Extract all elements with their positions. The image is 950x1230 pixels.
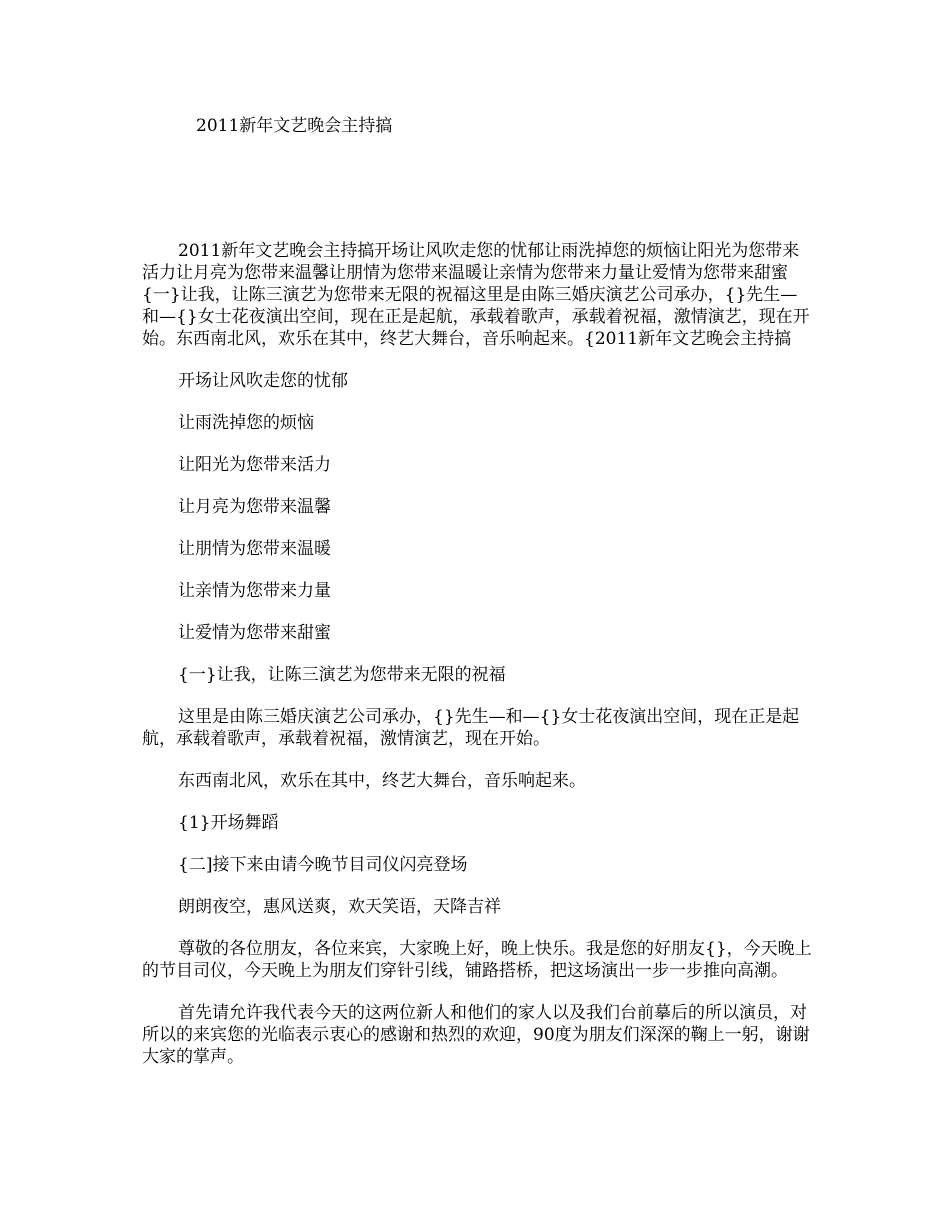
document-title: 2011新年文艺晚会主持搞	[196, 116, 393, 136]
line-friendship: 让朋情为您带来温暖	[178, 539, 331, 559]
line-night-sky: 朗朗夜空，惠风送爽，欢天笑语，天降吉祥	[178, 897, 501, 917]
line-sunlight: 让阳光为您带来活力	[178, 455, 331, 475]
line-music: 东西南北风，欢乐在其中，终艺大舞台，音乐响起来。	[178, 771, 586, 791]
line-moon: 让月亮为您带来温馨	[178, 497, 331, 517]
document-body	[142, 240, 814, 1088]
line-rain: 让雨洗掉您的烦恼	[178, 413, 314, 433]
line-family: 让亲情为您带来力量	[178, 581, 331, 601]
line-blessing: {一}让我，让陈三演艺为您带来无限的祝福	[178, 665, 506, 685]
line-opening-dance: {1}开场舞蹈	[178, 813, 279, 833]
paragraph-host-company: 这里是由陈三婚庆演艺公司承办，{}先生—和—{}女士花夜演出空间，现在正是起航，承载着歌声，承载着祝福，激情演艺，现在开始。	[142, 707, 800, 749]
line-host-entrance: {二]接下来由请今晚节目司仪闪亮登场	[178, 855, 468, 875]
line-love: 让爱情为您带来甜蜜	[178, 623, 331, 643]
paragraph-greeting: 尊敬的各位朋友，各位来宾，大家晚上好，晚上快乐。我是您的好朋友{}，今天晚上的节目司仪，今天晚上为朋友们穿针引线，铺路搭桥，把这场演出一步一步推向高潮。	[142, 939, 812, 981]
intro-paragraph: 2011新年文艺晚会主持搞开场让风吹走您的忧郁让雨洗掉您的烦恼让阳光为您带来活力让月亮为您带来温馨让朋情为您带来温暖让亲情为您带来力量让爱情为您带来甜蜜{一}让我，让陈三演艺为您带来无限的祝福这里是由陈三婚庆演艺公司承办，{}先生—和—{}女士花夜演出空间，现在正是起航，承载着歌声，承载着祝福，激情演艺，现在开始。东西南北风，欢乐在其中，终艺大舞台，音乐响起来。{2011新年文艺晚会主持搞	[142, 241, 810, 349]
paragraph-thanks: 首先请允许我代表今天的这两位新人和他们的家人以及我们台前摹后的所以演员，对所以的来宾您的光临表示衷心的感谢和热烈的欢迎，90度为朋友们深深的鞠上一躬，谢谢大家的掌声。	[142, 1003, 810, 1067]
line-opening: 开场让风吹走您的忧郁	[178, 371, 348, 391]
